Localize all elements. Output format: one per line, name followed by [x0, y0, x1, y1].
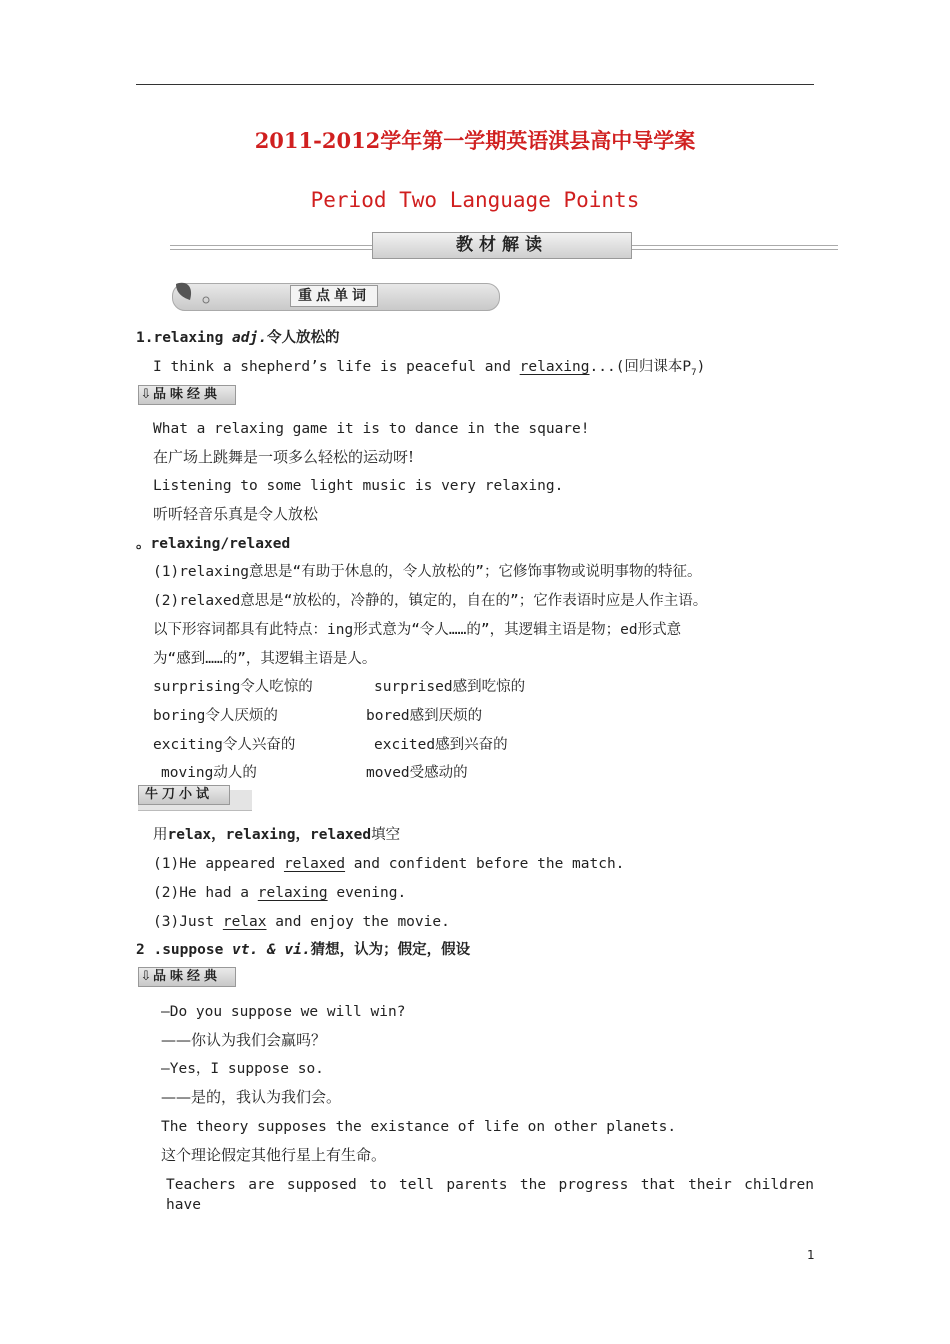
pair-left: moving动人的 [161, 765, 257, 781]
exercise-line: (3)Just relax and enjoy the movie. [153, 914, 450, 930]
down-arrow-icon: ⇩ [140, 969, 152, 984]
banner-rule-right [630, 245, 838, 250]
classic-line: 听听轻音乐真是令人放松 [153, 505, 319, 523]
tag-pinwei-1: ⇩ 品味经典 [138, 385, 236, 405]
pair-right: excited感到兴奋的 [374, 737, 508, 753]
leaf-icon [172, 280, 212, 310]
exercise-line: (2)He had a relaxing evening. [153, 885, 407, 901]
section-banner: 教材解读 [372, 232, 632, 259]
pair-right: bored感到厌烦的 [366, 708, 483, 724]
classic-line: —Yes，I suppose so. [161, 1061, 324, 1077]
classic-line: 在广场上跳舞是一项多么轻松的运动呀! [153, 448, 415, 466]
page-title: 2011-2012学年第一学期英语淇县高中导学案 [254, 128, 696, 153]
classic-line: Listening to some light music is very relaxing. [153, 478, 564, 494]
classic-line: ——你认为我们会赢吗？ [161, 1031, 327, 1049]
pair-left: boring令人厌烦的 [153, 708, 278, 724]
tag-niudao: 牛刀小试 [138, 785, 230, 805]
classic-line: Teachers are supposed to tell parents the progress that their children have [166, 1177, 814, 1213]
page-number: 1 [807, 1248, 815, 1262]
down-arrow-icon: ⇩ [140, 387, 152, 402]
page-subtitle: Period Two Language Points [310, 188, 640, 212]
exercise-intro: 用relax，relaxing，relaxed填空 [153, 827, 401, 843]
classic-line: What a relaxing game it is to dance in the square! [153, 421, 590, 437]
item2-heading: 2 .suppose vt. & vi.猜想，认为；假定，假设 [136, 942, 471, 958]
tag-pinwei-2: ⇩ 品味经典 [138, 967, 236, 987]
item1-example: I think a shepherd’s life is peaceful and relaxing...(回归课本$P_7$) [153, 359, 706, 378]
classic-line: ——是的，我认为我们会。 [161, 1088, 342, 1106]
pair-right: surprised感到吃惊的 [374, 679, 526, 695]
item1-heading: 1.relaxing adj.令人放松的 [136, 330, 340, 346]
pair-left: surprising令人吃惊的 [153, 679, 313, 695]
note-line: (1)relaxing意思是“有助于休息的，令人放松的”；它修饰事物或说明事物的特征。 [153, 564, 702, 580]
note-line: (2)relaxed意思是“放松的，冷静的，镇定的，自在的”；它作表语时应是人作主语。 [153, 593, 708, 609]
classic-line: —Do you suppose we will win? [161, 1004, 406, 1020]
pair-right: moved受感动的 [366, 765, 468, 781]
exercise-line: (1)He appeared relaxed and confident before the match. [153, 856, 625, 872]
banner-rule-left [170, 245, 372, 250]
classic-line: The theory supposes the existance of life on other planets. [161, 1119, 677, 1135]
note-line: 为“感到……的”，其逻辑主语是人。 [153, 651, 377, 667]
compare-heading: 。relaxing/relaxed [136, 536, 291, 552]
pair-left: exciting令人兴奋的 [153, 737, 296, 753]
section-pill-label: 重点单词 [290, 285, 378, 307]
classic-line: 这个理论假定其他行星上有生命。 [161, 1146, 387, 1164]
top-rule [136, 84, 814, 85]
note-line: 以下形容词都具有此特点：ing形式意为“令人……的”，其逻辑主语是物；ed形式意 [153, 622, 682, 638]
